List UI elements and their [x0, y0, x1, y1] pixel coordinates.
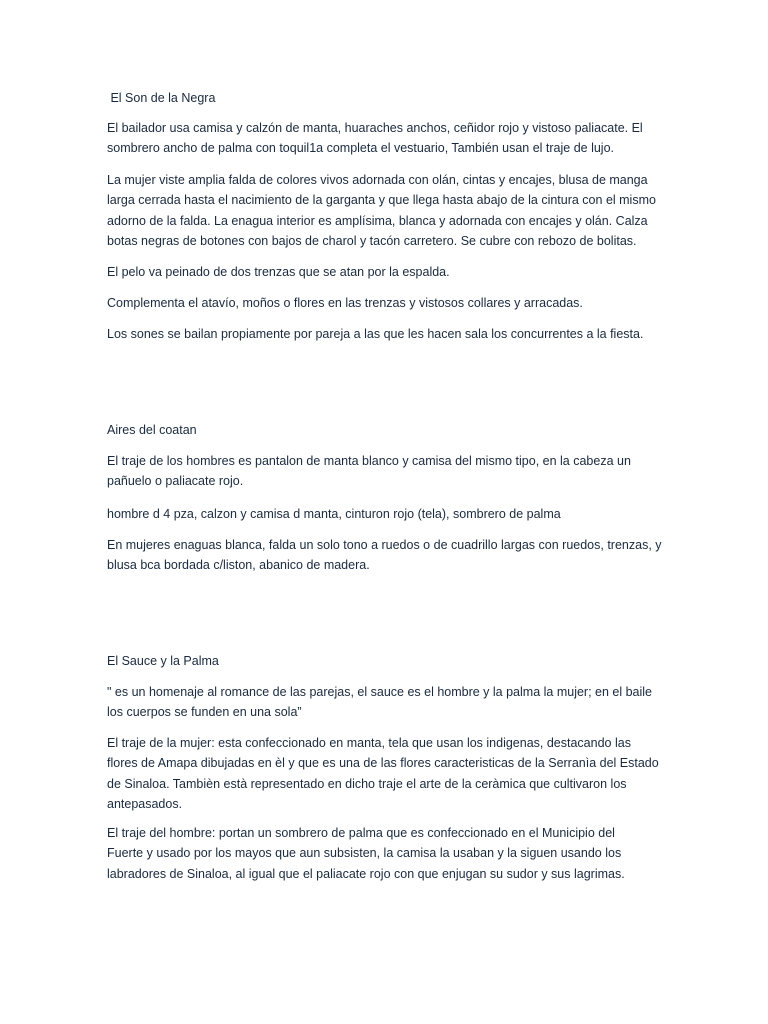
paragraph-traje-hombre: El traje del hombre: portan un sombrero de palma que es confeccionado en el Municipio del Fuerte y usado por los mayos que aun subsisten, la camisa la usaban y la siguen usando los labradores de Sinaloa, al igual que el paliacate rojo con que enjugan su sudor y sus lagrimas. [107, 826, 625, 881]
section-heading-sauce-y-palma: El Sauce y la Palma [107, 654, 219, 668]
paragraph-pelo: El pelo va peinado de dos trenzas que se atan por la espalda. [107, 265, 450, 279]
paragraph-bailador: El bailador usa camisa y calzón de manta, huaraches anchos, ceñidor rojo y vistoso paliacate. El sombrero ancho de palma con toquil1a completa el vestuario, También usan el traje de lujo. [107, 121, 643, 156]
paragraph-hombre-4-pza: hombre d 4 pza, calzon y camisa d manta, cinturon rojo (tela), sombrero de palma [107, 507, 561, 521]
section-heading-aires-del-coatan: Aires del coatan [107, 423, 197, 437]
paragraph-mujeres-enaguas: En mujeres enaguas blanca, falda un solo tono a ruedos o de cuadrillo largas con ruedos, trenzas, y blusa bca bordada c/liston, abanico de madera. [107, 538, 662, 573]
paragraph-sones: Los sones se bailan propiamente por pareja a las que les hacen sala los concurrentes a la fiesta. [107, 327, 644, 341]
paragraph-complementa: Complementa el atavío, moños o flores en las trenzas y vistosos collares y arracadas. [107, 296, 583, 310]
paragraph-homenaje: " es un homenaje al romance de las parejas, el sauce es el hombre y la palma la mujer; en el baile los cuerpos se funden en una sola” [107, 685, 653, 720]
paragraph-traje-hombres: El traje de los hombres es pantalon de manta blanco y camisa del mismo tipo, en la cabeza un pañuelo o paliacate rojo. [107, 454, 631, 489]
paragraph-mujer-viste: La mujer viste amplia falda de colores vivos adornada con olán, cintas y encajes, blusa de manga larga cerrada hasta el nacimiento de la garganta y que llega hasta abajo de la cintura con el mismo adorno de la falda. La enagua interior es amplísima, blanca y adornada con encajes y olán. Calza botas negras de botones con bajos de charol y tacón carretero. Se cubre con rebozo de bolitas. [107, 173, 656, 248]
paragraph-traje-mujer: El traje de la mujer: esta confeccionado en manta, tela que usan los indigenas, destacando las flores de Amapa dibujadas en èl y que es una de las flores caracteristicas de la Serranìa del Estado de Sinaloa. Tambièn està representado en dicho traje el arte de la ceràmica que cultivaron los antepasados. [107, 736, 659, 811]
section-heading-son-de-la-negra: El Son de la Negra [107, 91, 216, 105]
